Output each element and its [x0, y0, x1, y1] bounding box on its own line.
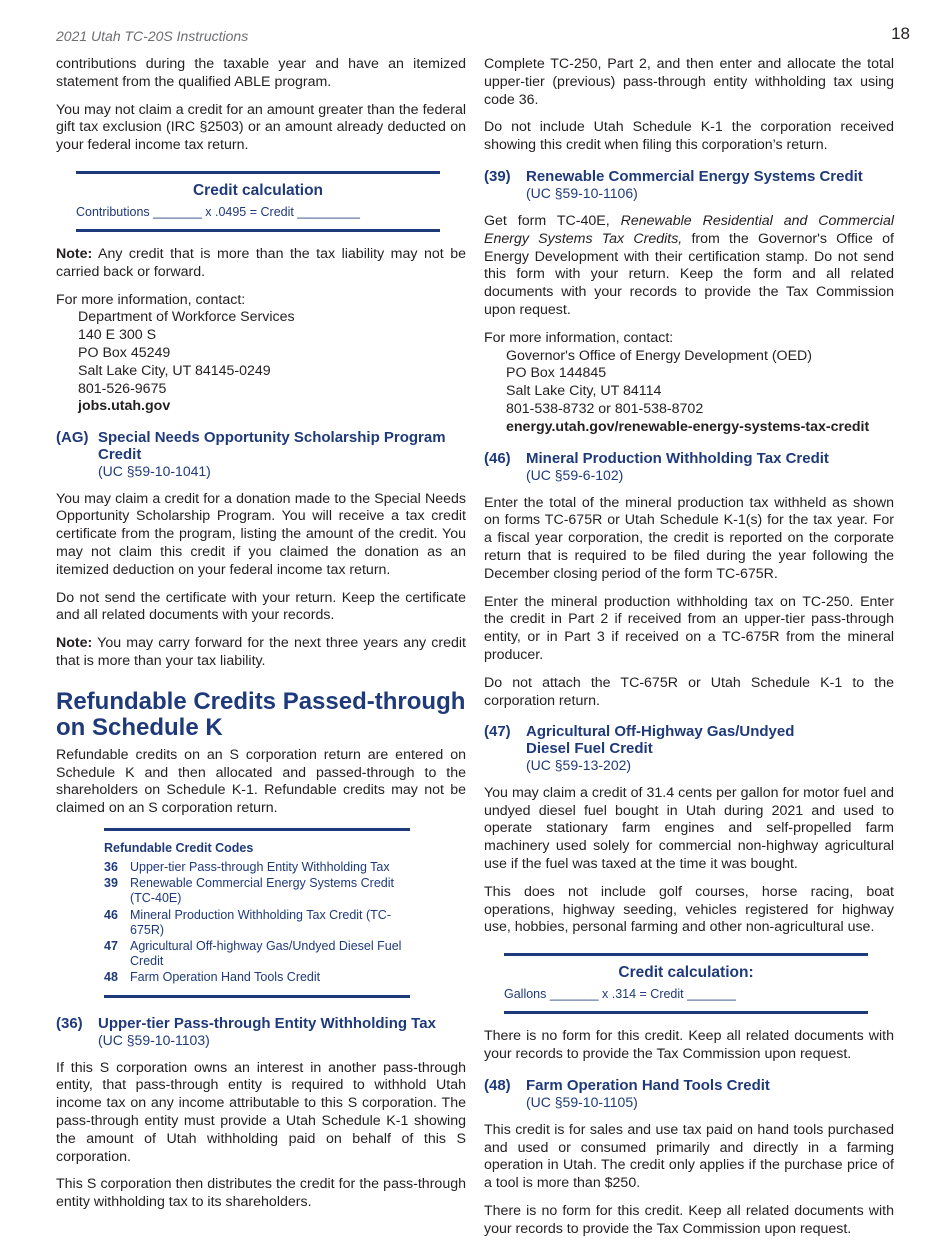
- section-code: (AG): [56, 429, 89, 447]
- refundable-credit-codes-box: [104, 828, 410, 998]
- section-code: (46): [484, 449, 511, 467]
- credit-calculation-title: Credit calculation:: [618, 964, 754, 982]
- paragraph: Enter the mineral production withholding tax on TC-250. Enter the credit in Part 2 if received from an upper-tier pass-through entity, or in Part 3 if received on a TC-675R from the mineral producer.: [484, 593, 894, 663]
- contact-intro: For more information, contact:: [484, 329, 674, 346]
- paragraph: Do not include Utah Schedule K-1 the corporation received showing this credit when filing this corporation’s return.: [484, 119, 894, 154]
- right-column: [484, 56, 894, 1249]
- section-main-title: Refundable Credits Passed-through on Schedule K: [56, 687, 466, 741]
- code-number: 48: [104, 970, 118, 985]
- contact-line: 801-538-8732 or 801-538-8702: [506, 400, 704, 417]
- credit-calculation-box: [504, 953, 868, 1014]
- section-heading-39: [484, 169, 894, 203]
- section-citation: (UC §59-10-1105): [526, 1094, 638, 1111]
- note-label: Note:: [56, 635, 93, 652]
- note-paragraph: [56, 635, 466, 671]
- paragraph: [484, 213, 894, 320]
- section-citation: (UC §59-10-1103): [98, 1032, 210, 1049]
- code-row: [104, 939, 410, 969]
- section-title: Upper-tier Pass-through Entity Withholding Tax: [98, 1014, 436, 1032]
- section-heading-ag: [56, 430, 466, 481]
- code-number: 36: [104, 860, 118, 875]
- code-label: Agricultural Off-highway Gas/Undyed Diesel Fuel Credit: [130, 939, 402, 969]
- section-title: Farm Operation Hand Tools Credit: [526, 1076, 770, 1094]
- contact-line: 801-526-9675: [78, 380, 167, 397]
- contact-line: 140 E 300 S: [78, 327, 157, 344]
- paragraph: contributions during the taxable year and have an itemized statement from the qualified ABLE program.: [56, 56, 466, 90]
- credit-calculation-formula: Gallons _______ x .314 = Credit _______: [504, 987, 736, 1002]
- section-citation: (UC §59-10-1106): [526, 185, 638, 202]
- contact-block: [78, 309, 466, 416]
- code-label: Mineral Production Withholding Tax Credit (TC-675R): [130, 907, 391, 937]
- section-title: Agricultural Off-Highway Gas/Undyed Diesel Fuel Credit: [526, 723, 795, 757]
- note-label: Note:: [56, 245, 93, 262]
- code-row: [104, 860, 410, 875]
- note-text: Any credit that is more than the tax liability may not be carried back or forward.: [56, 245, 466, 280]
- contact-line: Governor's Office of Energy Development (OED): [506, 347, 813, 364]
- paragraph: There is no form for this credit. Keep all related documents with your records to provide the Tax Commission upon request.: [484, 1028, 894, 1062]
- note-paragraph: [56, 246, 466, 282]
- contact-line: PO Box 45249: [78, 344, 171, 361]
- code-row: [104, 908, 410, 938]
- section-code: (36): [56, 1014, 83, 1032]
- section-heading-36: [56, 1016, 466, 1050]
- contact-intro: For more information, contact:: [56, 291, 246, 308]
- section-code: (47): [484, 723, 511, 741]
- page-number: 18: [891, 24, 910, 43]
- code-number: 47: [104, 939, 118, 954]
- code-number: 39: [104, 876, 118, 891]
- section-citation: (UC §59-13-202): [526, 757, 632, 774]
- note-text: You may carry forward for the next three years any credit that is more than your tax liability.: [56, 635, 466, 670]
- section-code: (39): [484, 167, 511, 185]
- section-heading-48: [484, 1078, 894, 1112]
- code-label: Upper-tier Pass-through Entity Withholding Tax: [130, 860, 390, 875]
- section-title: Mineral Production Withholding Tax Credit: [526, 449, 829, 467]
- paragraph: This credit is for sales and use tax paid on hand tools purchased and used or consumed primarily and directly in a farming operation in Utah. The credit only applies if the purchase price of a tool is more than $250.: [484, 1121, 894, 1192]
- left-column: [56, 56, 466, 1222]
- codes-title: Refundable Credit Codes: [104, 841, 254, 856]
- paragraph: Do not send the certificate with your return. Keep the certificate and all related documents with your records.: [56, 589, 466, 624]
- text: Get form TC-40E,: [484, 212, 621, 229]
- paragraph: Refundable credits on an S corporation return are entered on Schedule K and then allocated and passed-through to the shareholders on Schedule K-1. Refundable credits may not be claimed on an S corporation return.: [56, 746, 466, 817]
- section-title: Renewable Commercial Energy Systems Credit: [526, 167, 863, 185]
- paragraph: Complete TC-250, Part 2, and then enter and allocate the total upper-tier (previous) pass-through entity withholding tax using code 36.: [484, 56, 894, 108]
- contact-website-link[interactable]: energy.utah.gov/renewable-energy-systems-tax-credit: [506, 418, 870, 435]
- form-title-italic: Renewable Residential and Commercial Energy Systems Tax Credits,: [484, 212, 894, 247]
- section-citation: (UC §59-10-1041): [98, 463, 211, 480]
- code-number: 46: [104, 907, 118, 922]
- code-label: Farm Operation Hand Tools Credit: [130, 970, 321, 985]
- contact-line: Department of Workforce Services: [78, 309, 295, 326]
- code-label: Renewable Commercial Energy Systems Credit (TC-40E): [130, 876, 394, 906]
- paragraph: You may claim a credit of 31.4 cents per gallon for motor fuel and undyed diesel fuel bought in Utah during 2021 and used to operate stationary farm engines and self-propelled farm machinery used solely for commercial non-highway agricultural use if the fuel was taxed at the time it was bought.: [484, 784, 894, 872]
- code-row: [104, 970, 410, 985]
- page-header-title: 2021 Utah TC-20S Instructions: [56, 28, 249, 44]
- paragraph: There is no form for this credit. Keep all related documents with your records to provide the Tax Commission upon request.: [484, 1202, 894, 1237]
- paragraph: This S corporation then distributes the credit for the pass-through entity withholding tax to its shareholders.: [56, 1176, 466, 1211]
- section-heading-47: [484, 724, 894, 775]
- paragraph: Do not attach the TC-675R or Utah Schedule K-1 to the corporation return.: [484, 674, 894, 709]
- contact-website-link[interactable]: jobs.utah.gov: [78, 398, 171, 415]
- section-code: (48): [484, 1076, 511, 1094]
- credit-calculation-title: Credit calculation: [192, 181, 324, 199]
- section-heading-46: [484, 451, 894, 485]
- text: from the Governor's Office of Energy Development with their certification stamp. Do not send this form with your return. Keep the form and all related documents with your records to provide the Tax Commission upon request.: [484, 230, 894, 318]
- paragraph: Enter the total of the mineral production tax withheld as shown on forms TC-675R or Utah Schedule K-1(s) for the tax year. For a fiscal year corporation, the credit is reported on the corporate return that is required to be filed during the year following the December closing period of the form TC-675R.: [484, 494, 894, 582]
- credit-calculation-formula: Contributions _______ x .0495 = Credit _________: [76, 204, 360, 219]
- contact-line: Salt Lake City, UT 84114: [506, 383, 662, 400]
- section-title: Special Needs Opportunity Scholarship Program Credit: [98, 429, 446, 463]
- code-row: [104, 876, 410, 906]
- contact-line: PO Box 144845: [506, 365, 607, 382]
- credit-calculation-box: [76, 171, 440, 232]
- contact-block: [506, 348, 894, 437]
- section-citation: (UC §59-6-102): [526, 467, 624, 484]
- paragraph: You may not claim a credit for an amount greater than the federal gift tax exclusion (IRC §2503) or an amount already deducted on your federal income tax return.: [56, 101, 466, 154]
- paragraph: You may claim a credit for a donation made to the Special Needs Opportunity Scholarship Program. You will receive a tax credit certificate from the program, listing the amount of the credit. You may not claim this credit if you claimed the donation as an itemized deduction on your federal income tax return.: [56, 490, 466, 578]
- paragraph: This does not include golf courses, horse racing, boat operations, highway seeding, vehicles registered for highway use, hobbies, personal farming and other non-agricultural use.: [484, 883, 894, 936]
- paragraph: If this S corporation owns an interest in another pass-through entity, that pass-through entity is required to withhold Utah income tax on any income attributable to this S corporation. The pass-through entity must provide a Utah Schedule K-1 showing the amount of Utah withholding paid on behalf of this S corporation.: [56, 1059, 466, 1165]
- contact-line: Salt Lake City, UT 84145-0249: [78, 362, 271, 379]
